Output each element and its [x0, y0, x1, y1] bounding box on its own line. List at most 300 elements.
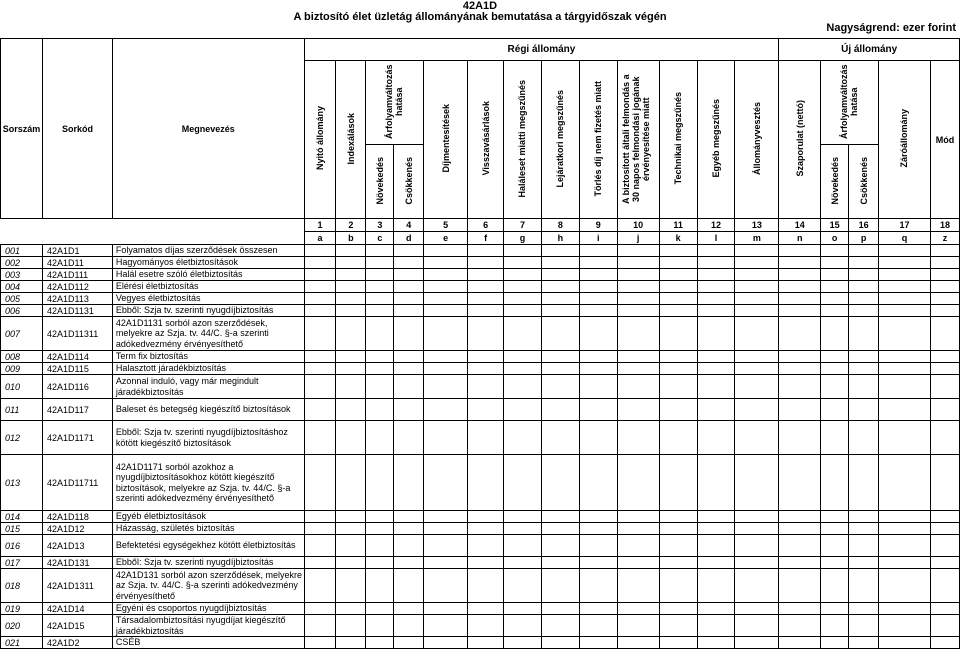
value-cell[interactable]: [394, 421, 424, 455]
value-cell[interactable]: [366, 455, 394, 511]
value-cell[interactable]: [930, 257, 959, 269]
value-cell[interactable]: [879, 399, 931, 421]
value-cell[interactable]: [617, 305, 659, 317]
value-cell[interactable]: [617, 399, 659, 421]
value-cell[interactable]: [304, 399, 336, 421]
value-cell[interactable]: [336, 363, 366, 375]
value-cell[interactable]: [541, 293, 579, 305]
value-cell[interactable]: [541, 523, 579, 535]
value-cell[interactable]: [304, 269, 336, 281]
value-cell[interactable]: [366, 363, 394, 375]
value-cell[interactable]: [394, 557, 424, 569]
value-cell[interactable]: [735, 637, 779, 649]
value-cell[interactable]: [394, 351, 424, 363]
value-cell[interactable]: [541, 351, 579, 363]
value-cell[interactable]: [336, 351, 366, 363]
value-cell[interactable]: [735, 281, 779, 293]
value-cell[interactable]: [879, 363, 931, 375]
value-cell[interactable]: [617, 511, 659, 523]
value-cell[interactable]: [821, 637, 849, 649]
value-cell[interactable]: [336, 317, 366, 351]
value-cell[interactable]: [394, 257, 424, 269]
value-cell[interactable]: [879, 569, 931, 603]
value-cell[interactable]: [821, 351, 849, 363]
value-cell[interactable]: [735, 557, 779, 569]
value-cell[interactable]: [821, 305, 849, 317]
value-cell[interactable]: [879, 375, 931, 399]
value-cell[interactable]: [879, 281, 931, 293]
value-cell[interactable]: [697, 557, 735, 569]
value-cell[interactable]: [366, 351, 394, 363]
value-cell[interactable]: [541, 455, 579, 511]
value-cell[interactable]: [697, 245, 735, 257]
value-cell[interactable]: [468, 245, 504, 257]
value-cell[interactable]: [697, 317, 735, 351]
value-cell[interactable]: [849, 317, 879, 351]
value-cell[interactable]: [879, 511, 931, 523]
value-cell[interactable]: [821, 245, 849, 257]
value-cell[interactable]: [541, 615, 579, 637]
value-cell[interactable]: [821, 281, 849, 293]
value-cell[interactable]: [849, 399, 879, 421]
value-cell[interactable]: [879, 523, 931, 535]
value-cell[interactable]: [504, 455, 542, 511]
value-cell[interactable]: [468, 421, 504, 455]
value-cell[interactable]: [336, 257, 366, 269]
value-cell[interactable]: [930, 399, 959, 421]
value-cell[interactable]: [659, 557, 697, 569]
value-cell[interactable]: [849, 615, 879, 637]
value-cell[interactable]: [735, 375, 779, 399]
value-cell[interactable]: [394, 269, 424, 281]
value-cell[interactable]: [304, 257, 336, 269]
value-cell[interactable]: [779, 363, 821, 375]
value-cell[interactable]: [735, 511, 779, 523]
value-cell[interactable]: [579, 511, 617, 523]
value-cell[interactable]: [779, 615, 821, 637]
value-cell[interactable]: [304, 293, 336, 305]
value-cell[interactable]: [336, 535, 366, 557]
value-cell[interactable]: [336, 603, 366, 615]
value-cell[interactable]: [697, 535, 735, 557]
value-cell[interactable]: [849, 535, 879, 557]
value-cell[interactable]: [821, 523, 849, 535]
value-cell[interactable]: [579, 455, 617, 511]
value-cell[interactable]: [735, 363, 779, 375]
value-cell[interactable]: [821, 375, 849, 399]
value-cell[interactable]: [735, 421, 779, 455]
value-cell[interactable]: [424, 569, 468, 603]
value-cell[interactable]: [849, 245, 879, 257]
value-cell[interactable]: [617, 603, 659, 615]
value-cell[interactable]: [394, 281, 424, 293]
value-cell[interactable]: [394, 375, 424, 399]
value-cell[interactable]: [735, 351, 779, 363]
value-cell[interactable]: [366, 421, 394, 455]
value-cell[interactable]: [849, 351, 879, 363]
value-cell[interactable]: [394, 637, 424, 649]
value-cell[interactable]: [735, 569, 779, 603]
value-cell[interactable]: [849, 603, 879, 615]
value-cell[interactable]: [424, 269, 468, 281]
value-cell[interactable]: [879, 603, 931, 615]
value-cell[interactable]: [541, 257, 579, 269]
value-cell[interactable]: [617, 281, 659, 293]
value-cell[interactable]: [779, 557, 821, 569]
value-cell[interactable]: [579, 305, 617, 317]
value-cell[interactable]: [821, 363, 849, 375]
value-cell[interactable]: [541, 281, 579, 293]
value-cell[interactable]: [394, 455, 424, 511]
value-cell[interactable]: [879, 455, 931, 511]
value-cell[interactable]: [849, 557, 879, 569]
value-cell[interactable]: [849, 293, 879, 305]
value-cell[interactable]: [424, 603, 468, 615]
value-cell[interactable]: [468, 399, 504, 421]
value-cell[interactable]: [697, 281, 735, 293]
value-cell[interactable]: [424, 281, 468, 293]
value-cell[interactable]: [697, 399, 735, 421]
value-cell[interactable]: [366, 511, 394, 523]
value-cell[interactable]: [468, 293, 504, 305]
value-cell[interactable]: [579, 615, 617, 637]
value-cell[interactable]: [468, 317, 504, 351]
value-cell[interactable]: [617, 535, 659, 557]
value-cell[interactable]: [579, 637, 617, 649]
value-cell[interactable]: [468, 603, 504, 615]
value-cell[interactable]: [735, 615, 779, 637]
value-cell[interactable]: [849, 421, 879, 455]
value-cell[interactable]: [930, 375, 959, 399]
value-cell[interactable]: [579, 375, 617, 399]
value-cell[interactable]: [821, 293, 849, 305]
value-cell[interactable]: [930, 421, 959, 455]
value-cell[interactable]: [468, 557, 504, 569]
value-cell[interactable]: [579, 245, 617, 257]
value-cell[interactable]: [579, 257, 617, 269]
value-cell[interactable]: [659, 269, 697, 281]
value-cell[interactable]: [779, 535, 821, 557]
value-cell[interactable]: [366, 293, 394, 305]
value-cell[interactable]: [697, 293, 735, 305]
value-cell[interactable]: [849, 569, 879, 603]
value-cell[interactable]: [779, 421, 821, 455]
value-cell[interactable]: [424, 523, 468, 535]
value-cell[interactable]: [879, 269, 931, 281]
value-cell[interactable]: [541, 603, 579, 615]
value-cell[interactable]: [336, 557, 366, 569]
value-cell[interactable]: [579, 281, 617, 293]
value-cell[interactable]: [821, 615, 849, 637]
value-cell[interactable]: [304, 637, 336, 649]
value-cell[interactable]: [468, 511, 504, 523]
value-cell[interactable]: [779, 257, 821, 269]
value-cell[interactable]: [779, 305, 821, 317]
value-cell[interactable]: [849, 637, 879, 649]
value-cell[interactable]: [468, 269, 504, 281]
value-cell[interactable]: [659, 523, 697, 535]
value-cell[interactable]: [541, 245, 579, 257]
value-cell[interactable]: [424, 455, 468, 511]
value-cell[interactable]: [304, 511, 336, 523]
value-cell[interactable]: [735, 305, 779, 317]
value-cell[interactable]: [879, 637, 931, 649]
value-cell[interactable]: [659, 535, 697, 557]
value-cell[interactable]: [424, 637, 468, 649]
value-cell[interactable]: [930, 293, 959, 305]
value-cell[interactable]: [821, 317, 849, 351]
value-cell[interactable]: [394, 245, 424, 257]
value-cell[interactable]: [424, 363, 468, 375]
value-cell[interactable]: [930, 305, 959, 317]
value-cell[interactable]: [424, 535, 468, 557]
value-cell[interactable]: [394, 535, 424, 557]
value-cell[interactable]: [821, 455, 849, 511]
value-cell[interactable]: [697, 511, 735, 523]
value-cell[interactable]: [394, 399, 424, 421]
value-cell[interactable]: [394, 615, 424, 637]
value-cell[interactable]: [424, 557, 468, 569]
value-cell[interactable]: [504, 557, 542, 569]
value-cell[interactable]: [541, 305, 579, 317]
value-cell[interactable]: [849, 305, 879, 317]
value-cell[interactable]: [735, 603, 779, 615]
value-cell[interactable]: [579, 363, 617, 375]
value-cell[interactable]: [394, 293, 424, 305]
value-cell[interactable]: [336, 399, 366, 421]
value-cell[interactable]: [617, 523, 659, 535]
value-cell[interactable]: [366, 535, 394, 557]
value-cell[interactable]: [304, 615, 336, 637]
value-cell[interactable]: [779, 351, 821, 363]
value-cell[interactable]: [304, 351, 336, 363]
value-cell[interactable]: [735, 257, 779, 269]
value-cell[interactable]: [879, 305, 931, 317]
value-cell[interactable]: [697, 569, 735, 603]
value-cell[interactable]: [930, 351, 959, 363]
value-cell[interactable]: [504, 351, 542, 363]
value-cell[interactable]: [304, 557, 336, 569]
value-cell[interactable]: [504, 293, 542, 305]
value-cell[interactable]: [659, 421, 697, 455]
value-cell[interactable]: [394, 603, 424, 615]
value-cell[interactable]: [659, 603, 697, 615]
value-cell[interactable]: [394, 569, 424, 603]
value-cell[interactable]: [930, 511, 959, 523]
value-cell[interactable]: [366, 245, 394, 257]
value-cell[interactable]: [304, 281, 336, 293]
value-cell[interactable]: [617, 293, 659, 305]
value-cell[interactable]: [659, 351, 697, 363]
value-cell[interactable]: [930, 269, 959, 281]
value-cell[interactable]: [779, 523, 821, 535]
value-cell[interactable]: [468, 523, 504, 535]
value-cell[interactable]: [366, 399, 394, 421]
value-cell[interactable]: [424, 245, 468, 257]
value-cell[interactable]: [394, 523, 424, 535]
value-cell[interactable]: [336, 281, 366, 293]
value-cell[interactable]: [579, 523, 617, 535]
value-cell[interactable]: [366, 305, 394, 317]
value-cell[interactable]: [504, 317, 542, 351]
value-cell[interactable]: [541, 269, 579, 281]
value-cell[interactable]: [849, 375, 879, 399]
value-cell[interactable]: [821, 569, 849, 603]
value-cell[interactable]: [336, 511, 366, 523]
value-cell[interactable]: [504, 523, 542, 535]
value-cell[interactable]: [779, 293, 821, 305]
value-cell[interactable]: [879, 535, 931, 557]
value-cell[interactable]: [930, 557, 959, 569]
value-cell[interactable]: [336, 637, 366, 649]
value-cell[interactable]: [304, 535, 336, 557]
value-cell[interactable]: [735, 535, 779, 557]
value-cell[interactable]: [504, 305, 542, 317]
value-cell[interactable]: [735, 245, 779, 257]
value-cell[interactable]: [366, 603, 394, 615]
value-cell[interactable]: [336, 293, 366, 305]
value-cell[interactable]: [617, 615, 659, 637]
value-cell[interactable]: [879, 557, 931, 569]
value-cell[interactable]: [304, 455, 336, 511]
value-cell[interactable]: [468, 305, 504, 317]
value-cell[interactable]: [697, 375, 735, 399]
value-cell[interactable]: [304, 603, 336, 615]
value-cell[interactable]: [336, 421, 366, 455]
value-cell[interactable]: [697, 305, 735, 317]
value-cell[interactable]: [930, 455, 959, 511]
value-cell[interactable]: [821, 603, 849, 615]
value-cell[interactable]: [579, 399, 617, 421]
value-cell[interactable]: [424, 375, 468, 399]
value-cell[interactable]: [697, 455, 735, 511]
value-cell[interactable]: [366, 257, 394, 269]
value-cell[interactable]: [879, 317, 931, 351]
value-cell[interactable]: [779, 281, 821, 293]
value-cell[interactable]: [849, 455, 879, 511]
value-cell[interactable]: [424, 399, 468, 421]
value-cell[interactable]: [336, 305, 366, 317]
value-cell[interactable]: [541, 557, 579, 569]
value-cell[interactable]: [366, 569, 394, 603]
value-cell[interactable]: [779, 375, 821, 399]
value-cell[interactable]: [304, 375, 336, 399]
value-cell[interactable]: [424, 293, 468, 305]
value-cell[interactable]: [849, 257, 879, 269]
value-cell[interactable]: [821, 511, 849, 523]
value-cell[interactable]: [697, 523, 735, 535]
value-cell[interactable]: [930, 569, 959, 603]
value-cell[interactable]: [659, 455, 697, 511]
value-cell[interactable]: [541, 375, 579, 399]
value-cell[interactable]: [579, 293, 617, 305]
value-cell[interactable]: [697, 269, 735, 281]
value-cell[interactable]: [849, 281, 879, 293]
value-cell[interactable]: [617, 269, 659, 281]
value-cell[interactable]: [879, 293, 931, 305]
value-cell[interactable]: [930, 363, 959, 375]
value-cell[interactable]: [821, 535, 849, 557]
value-cell[interactable]: [504, 421, 542, 455]
value-cell[interactable]: [504, 269, 542, 281]
value-cell[interactable]: [336, 523, 366, 535]
value-cell[interactable]: [617, 637, 659, 649]
value-cell[interactable]: [424, 615, 468, 637]
value-cell[interactable]: [617, 569, 659, 603]
value-cell[interactable]: [697, 257, 735, 269]
value-cell[interactable]: [579, 535, 617, 557]
value-cell[interactable]: [735, 399, 779, 421]
value-cell[interactable]: [930, 615, 959, 637]
value-cell[interactable]: [659, 511, 697, 523]
value-cell[interactable]: [930, 281, 959, 293]
value-cell[interactable]: [879, 351, 931, 363]
value-cell[interactable]: [697, 363, 735, 375]
value-cell[interactable]: [617, 421, 659, 455]
value-cell[interactable]: [541, 535, 579, 557]
value-cell[interactable]: [504, 281, 542, 293]
value-cell[interactable]: [779, 637, 821, 649]
value-cell[interactable]: [779, 569, 821, 603]
value-cell[interactable]: [821, 257, 849, 269]
value-cell[interactable]: [304, 421, 336, 455]
value-cell[interactable]: [930, 603, 959, 615]
value-cell[interactable]: [617, 257, 659, 269]
value-cell[interactable]: [579, 317, 617, 351]
value-cell[interactable]: [659, 637, 697, 649]
value-cell[interactable]: [541, 421, 579, 455]
value-cell[interactable]: [659, 257, 697, 269]
value-cell[interactable]: [659, 293, 697, 305]
value-cell[interactable]: [366, 269, 394, 281]
value-cell[interactable]: [504, 603, 542, 615]
value-cell[interactable]: [304, 245, 336, 257]
value-cell[interactable]: [468, 257, 504, 269]
value-cell[interactable]: [930, 637, 959, 649]
value-cell[interactable]: [659, 245, 697, 257]
value-cell[interactable]: [930, 245, 959, 257]
value-cell[interactable]: [366, 557, 394, 569]
value-cell[interactable]: [304, 363, 336, 375]
value-cell[interactable]: [366, 523, 394, 535]
value-cell[interactable]: [394, 511, 424, 523]
value-cell[interactable]: [735, 523, 779, 535]
value-cell[interactable]: [735, 455, 779, 511]
value-cell[interactable]: [779, 399, 821, 421]
value-cell[interactable]: [468, 535, 504, 557]
value-cell[interactable]: [879, 615, 931, 637]
value-cell[interactable]: [697, 615, 735, 637]
value-cell[interactable]: [366, 615, 394, 637]
value-cell[interactable]: [659, 281, 697, 293]
value-cell[interactable]: [930, 523, 959, 535]
value-cell[interactable]: [617, 317, 659, 351]
value-cell[interactable]: [697, 603, 735, 615]
value-cell[interactable]: [468, 637, 504, 649]
value-cell[interactable]: [735, 317, 779, 351]
value-cell[interactable]: [424, 317, 468, 351]
value-cell[interactable]: [779, 317, 821, 351]
value-cell[interactable]: [849, 269, 879, 281]
value-cell[interactable]: [930, 535, 959, 557]
value-cell[interactable]: [579, 603, 617, 615]
value-cell[interactable]: [821, 557, 849, 569]
value-cell[interactable]: [617, 363, 659, 375]
value-cell[interactable]: [735, 269, 779, 281]
value-cell[interactable]: [468, 455, 504, 511]
value-cell[interactable]: [849, 511, 879, 523]
value-cell[interactable]: [504, 511, 542, 523]
